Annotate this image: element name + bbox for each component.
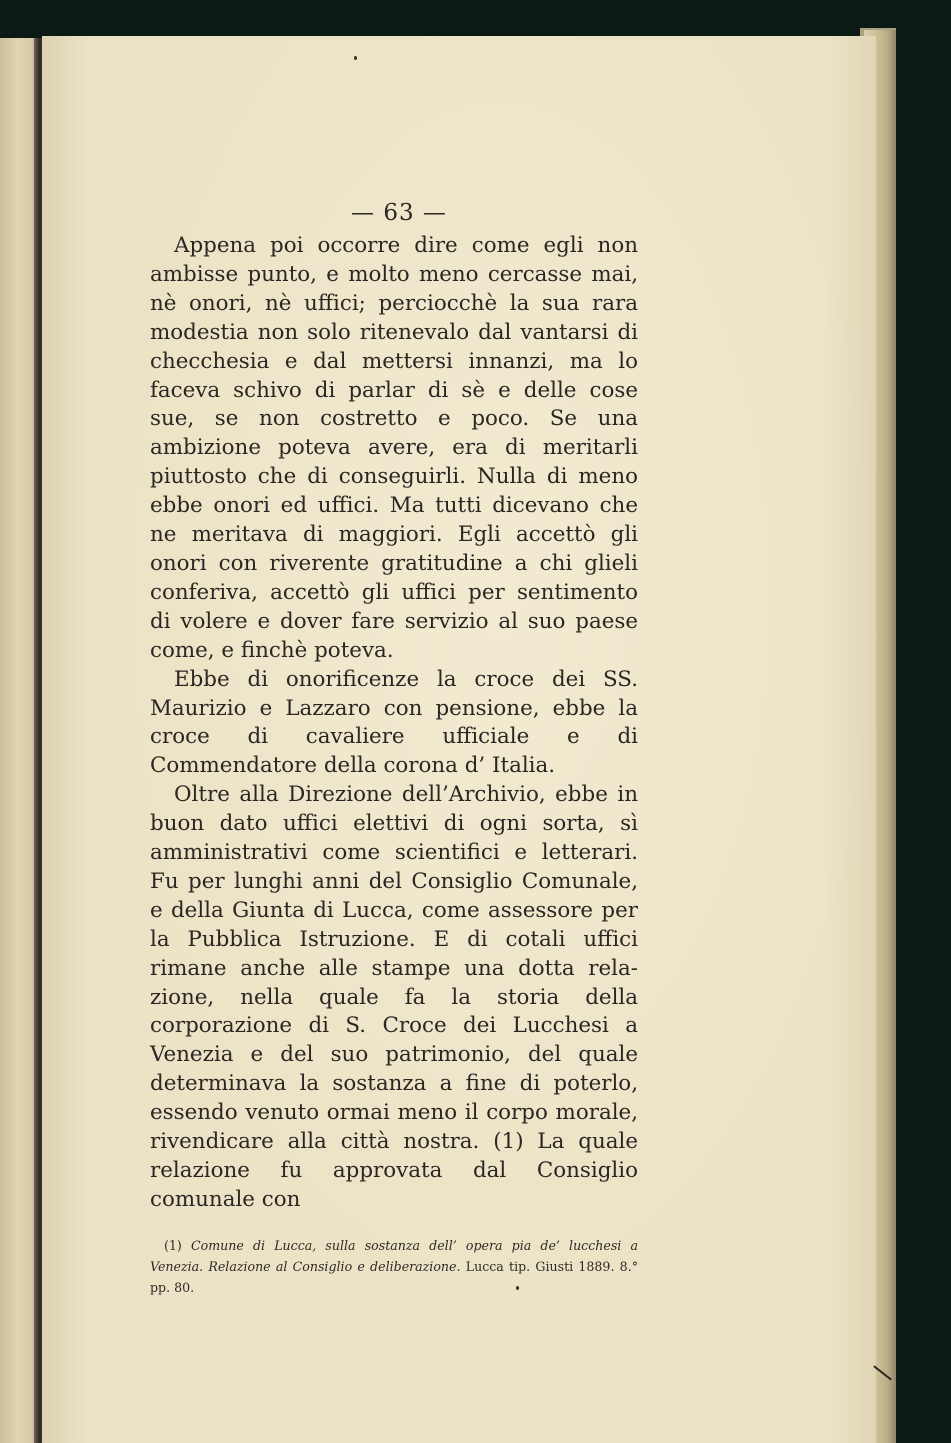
- footnote: [150, 1235, 638, 1298]
- page-number: — 63 —: [351, 200, 447, 226]
- page-text: [150, 200, 638, 1298]
- paragraph-3: Oltre alla Direzione dell’Archivio, ebbe in buon dato uffici elettivi di ogni sorta, sì amministrativi come scientifici e letterari. Fu per lunghi anni del Consiglio Comunale, e della Giunta di Lucca, come assessore per la Pubblica Istruzione. E di cotali uffici rimane anche alle stampe una dotta relazione, nella quale fa la storia della corporazione di S. Croce dei Lucchesi a Venezia e del suo patrimonio, del quale determinava la sostanza a fine di poterlo, essendo venuto ormai meno il corpo morale, rivendicare alla città nostra. (1) La quale relazione fu approvata dal Consiglio comunale con: [150, 782, 638, 1212]
- paragraph-1: Appena poi occorre dire come egli non ambisse punto, e molto meno cercasse mai, nè onori, nè uffici; perciocchè la sua rara modestia non solo ritenevalo dal vantarsi di checchesia e dal mettersi innanzi, ma lo faceva schivo di parlar di sè e delle cose sue, se non costretto e poco. Se una ambizione poteva avere, era di meritarli piuttosto che di conseguirli. Nulla di meno ebbe onori ed uffici. Ma tutti dicevano che ne meritava di maggiori. Egli accettò gli onori con riverente gratitudine a chi glieli conferiva, accettò gli uffici per sentimento di volere e dover fare servizio al suo paese come, e finchè poteva.: [150, 233, 638, 663]
- footnote-marker: (1): [164, 1237, 182, 1253]
- footnote-publisher: Lucca tip. Giusti 1889. 8.° pp. 80.: [150, 1258, 638, 1295]
- paper-speck: [354, 56, 357, 60]
- footnote-title: Comune di Lucca, sulla sostanza dell’ opera pia de’ lucchesi a Venezia. Relazione al Consiglio e deliberazione.: [150, 1237, 638, 1274]
- paragraph-2: Ebbe di onorificenze la croce dei SS. Maurizio e Lazzaro con pensione, ebbe la croce di cavaliere ufficiale e di Commendatore della corona d’ Italia.: [150, 666, 638, 779]
